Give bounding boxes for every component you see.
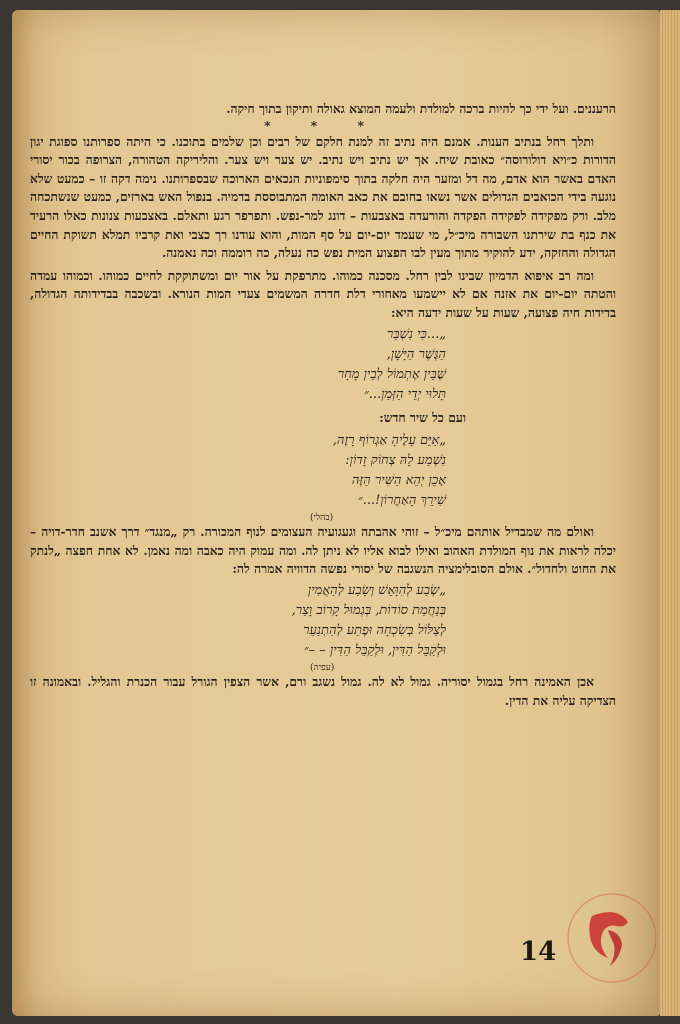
poem-line: נִשְׁמַע לָהּ צְחוֹק זָדוֹן: bbox=[345, 453, 446, 469]
page-body-text bbox=[30, 100, 616, 710]
poem-line: תָּלוּי יְדֵי הַזְּמַן...״ bbox=[363, 386, 446, 402]
poem-line: בְּנַחֲמַת סוֹדוֹת, בְּגְמוּל קָרוֹב וָצַר, bbox=[291, 602, 446, 618]
poem-line: לְצַלּוֹל בְּשִׂכְחָה וּפֶתַע לְהִתְנַעֵר bbox=[303, 622, 446, 638]
page-edges bbox=[660, 10, 680, 1016]
poem-quote-1 bbox=[30, 325, 616, 405]
poem-line: שִׁירֵךְ הָאַחֲרוֹן!...״ bbox=[357, 493, 446, 509]
paragraph-3: ומה רב איפוא הדמיון שבינו לבין רחל. מסכנה כמוהו. מתרפקת על אור יום ומשתוקקת לחיים כמוהו. וכמוהו עמדה והטתה יום-יום את אזנה אם לא יישמעו מאחורי דלת חדרה המשמים צעדי המות הנורא. ובשכבה בבדידותה הגדולה, בדידות חיה פצועה, שעות על שעות ידעה היא: bbox=[30, 267, 616, 320]
page-number: 14 bbox=[520, 937, 557, 967]
paragraph-4: ואולם מה שמבדיל אותהם מיכ״ל – זוהי אהבתה וגעגועיה העצומים לנוף המכורה. רק „מנגד״ דרך אשנב חדר-דויה – יכלה לראות את נוף המולדת האהוב ואילו לבוא אליו לא ניתן לה. ומה עמוק היה כאבה ומה נאמן. לא אחת חפצה „לנתק את החוט ולחדול״. אולם הסובלימציה הנשגבה של יסורי נפשה הדוויה אמרה לה: bbox=[30, 524, 616, 577]
poem-line: שֶׁבֵּין אֶתְמוֹל לְבֵין מָחָר bbox=[337, 366, 446, 382]
poem-line: „אַיֵּם עָלֶיהָ אַגְרוֹף רָזֶה, bbox=[332, 433, 446, 449]
poem-line: וּלְקַבֵּל הַדִּין, וּלְקַבֵּל הַדִּין – –״ bbox=[303, 642, 446, 658]
paragraph-2: ותלך רחל בנתיב הענות. אמנם היה נתיב זה למנת חלקם של רבים וכן שלמים בתוכנו. כי היתה ספרותנו ספוגת יגון הדורות כ״ויא דולורוסה״ כאובת שיח. אך יש נתיב ויש נתיב. יש צער ויש צער. והליריקה הטהורה, הצרופה בכור יסורי האדם באשר הוא אדם, מה דל ומזער היה חלקה בתוך סימפוניות הנכאים הארוכה שבספרותנו. נימה דקה זו – כמעט שלא נוגעה בידי הכואבים הגדולים אשר נשאו בחובם את כאב האומה המתבוססת בדמיה. בנפול האש בארזים, כמעט שנשתכחה מלב. ורק מפקידה לפקידה הפקדה והורעדה באצבעות – דונג למר-נפש. ותפרפר רגע ותאלם. באצבעות צנונות כאלו הרעיד את כנף בת שירתנו השבורה מיכ״ל, מי שעמד יום-יום על סף המות, והוא עודנו רך כצבי ואת קרביו תמלא תשוקת החיים הגדולה והחזקה, ידע להוקיר מתוך מעין לבו הפצוע המית נפש כה נעלה, כה רוממה וכה נאמנה. bbox=[30, 133, 616, 261]
poem-credit: (עפיה) bbox=[310, 662, 335, 673]
paragraph-5: אכן האמינה רחל בגמול יסוריה. גמול לא לה. גמול נשגב ורם, אשר הצפין הגורל עבור הכנרת והגליל. ובאמונה זו הצדיקה עליה את הדין. bbox=[30, 673, 616, 708]
section-separator: * * * bbox=[264, 117, 382, 133]
poem-intro: ועם כל שיר חדש: bbox=[379, 409, 466, 425]
paragraph-1: הרעננים. ועל ידי כך להיות ברכה למולדת ולעמה המוצא גאולה ותיקון בתוך חיקה. bbox=[226, 101, 616, 116]
poem-line: „...כִּי נִשְׁבַּר bbox=[386, 326, 446, 342]
poem-quote-3 bbox=[30, 581, 616, 661]
poem-line: הַגֶּשֶׁר הַיָּשָׁן, bbox=[386, 346, 446, 362]
poem-credit: (בהלי) bbox=[310, 513, 334, 524]
poem-quote-2 bbox=[30, 431, 616, 511]
poem-line: אָכֵן יְהֵא הַשִּׁיר הַזֶּה bbox=[351, 473, 446, 489]
poem-line: „שְׂבַע לְהִוָּאֵשׁ וְשָׂבַע לְהַאֲמִין bbox=[307, 582, 446, 598]
library-stamp-logo bbox=[562, 888, 662, 988]
